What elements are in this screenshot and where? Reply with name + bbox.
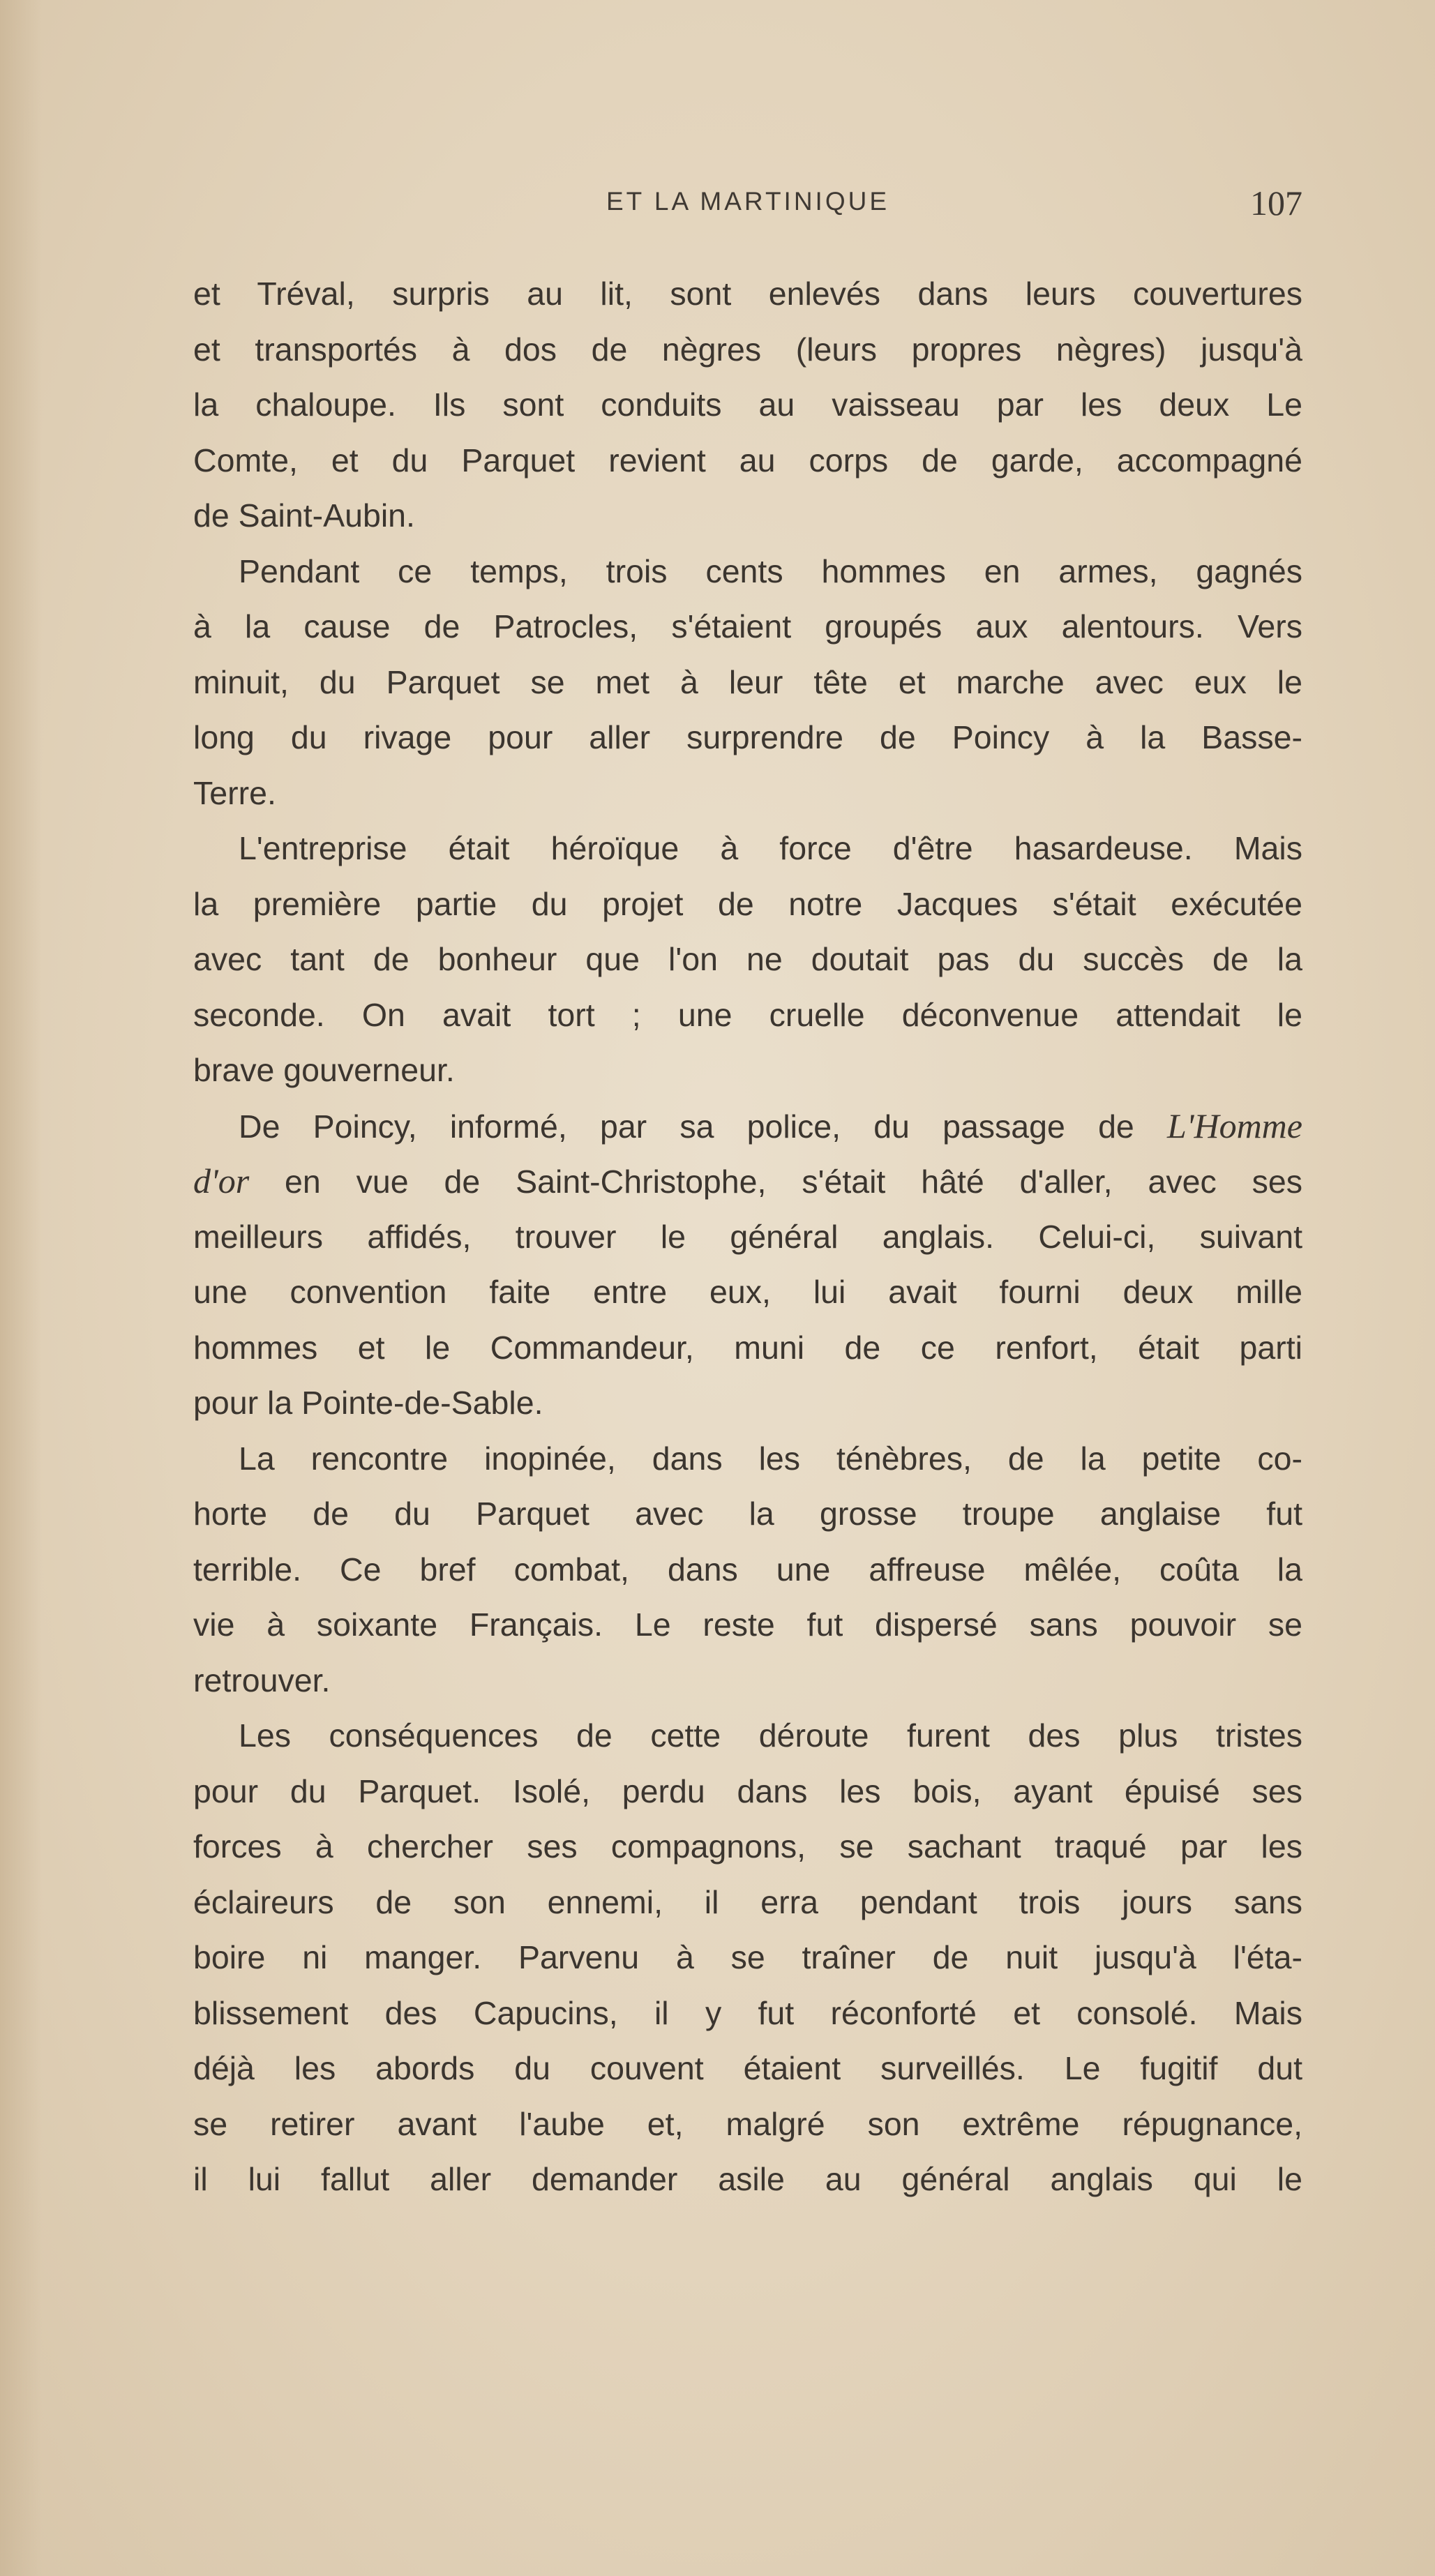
running-head (193, 183, 1302, 229)
text-line: seconde. On avait tort ; une cruelle déconvenue attendait le (193, 996, 1302, 1033)
text-line: L'entreprise était héroïque à force d'être hasardeuse. Mais (239, 830, 1302, 866)
text-line: forces à chercher ses compagnons, se sachant traqué par les (193, 1828, 1302, 1865)
text-line: il lui fallut aller demander asile au général anglais qui le (193, 2161, 1302, 2197)
text-line: brave gouverneur. (193, 1052, 455, 1088)
page-number: 107 (1250, 183, 1302, 223)
text-line: se retirer avant l'aube et, malgré son extrême répugnance, (193, 2105, 1302, 2142)
text-line: pour la Pointe-de-Sable. (193, 1385, 543, 1421)
text-line: terrible. Ce bref combat, dans une affreuse mêlée, coûta la (193, 1551, 1302, 1588)
text-line: hommes et le Commandeur, muni de ce renfort, était parti (193, 1329, 1302, 1366)
text-line: Pendant ce temps, trois cents hommes en armes, gagnés (239, 552, 1302, 589)
text-line: retrouver. (193, 1662, 331, 1698)
text-line: boire ni manger. Parvenu à se traîner de nuit jusqu'à l'éta- (193, 1939, 1302, 1975)
text-line: horte de du Parquet avec la grosse troupe anglaise fut (193, 1496, 1302, 1532)
text-line: la première partie du projet de notre Jacques s'était exécutée (193, 885, 1302, 922)
text-line: long du rivage pour aller surprendre de Poincy à la Basse- (193, 719, 1302, 755)
text-line: avec tant de bonheur que l'on ne doutait pas du succès de la (193, 941, 1302, 977)
text-line: minuit, du Parquet se met à leur tête et marche avec eux le (193, 663, 1302, 700)
text-line: Terre. (193, 774, 276, 811)
text-line: meilleurs affidés, trouver le général anglais. Celui-ci, suivant (193, 1218, 1302, 1255)
text-segment: De Poincy, informé, par sa police, du passage de (239, 1108, 1167, 1145)
body-text (193, 266, 1302, 2208)
text-segment: en vue de Saint-Christophe, s'était hâté d'aller, avec ses (249, 1163, 1302, 1200)
text-line: de Saint-Aubin. (193, 497, 415, 534)
text-line: blissement des Capucins, il y fut réconforté et consolé. Mais (193, 1994, 1302, 2031)
text-line (193, 1154, 1302, 1210)
text-line: Comte, et du Parquet revient au corps de garde, accompagné (193, 442, 1302, 479)
text-line: La rencontre inopinée, dans les ténèbres, de la petite co- (239, 1440, 1302, 1477)
text-line: vie à soixante Français. Le reste fut dispersé sans pouvoir se (193, 1606, 1302, 1643)
text-line: déjà les abords du couvent étaient surveillés. Le fugitif dut (193, 2050, 1302, 2086)
text-line: une convention faite entre eux, lui avait fourni deux mille (193, 1274, 1302, 1310)
italic-title: d'or (193, 1161, 250, 1200)
text-line: et transportés à dos de nègres (leurs propres nègres) jusqu'à (193, 331, 1302, 368)
text-line: la chaloupe. Ils sont conduits au vaisseau par les deux Le (193, 386, 1302, 423)
italic-title: L'Homme (1166, 1106, 1302, 1145)
text-line: pour du Parquet. Isolé, perdu dans les bois, ayant épuisé ses (193, 1772, 1302, 1809)
text-line: à la cause de Patrocles, s'étaient groupés aux alentours. Vers (193, 608, 1302, 645)
text-line: et Tréval, surpris au lit, sont enlevés dans leurs couvertures (193, 276, 1302, 312)
running-title: ET LA MARTINIQUE (606, 187, 889, 216)
text-line (193, 1099, 1302, 1154)
text-line: éclaireurs de son ennemi, il erra pendant trois jours sans (193, 1883, 1302, 1920)
text-line: Les conséquences de cette déroute furent des plus tristes (239, 1717, 1302, 1754)
